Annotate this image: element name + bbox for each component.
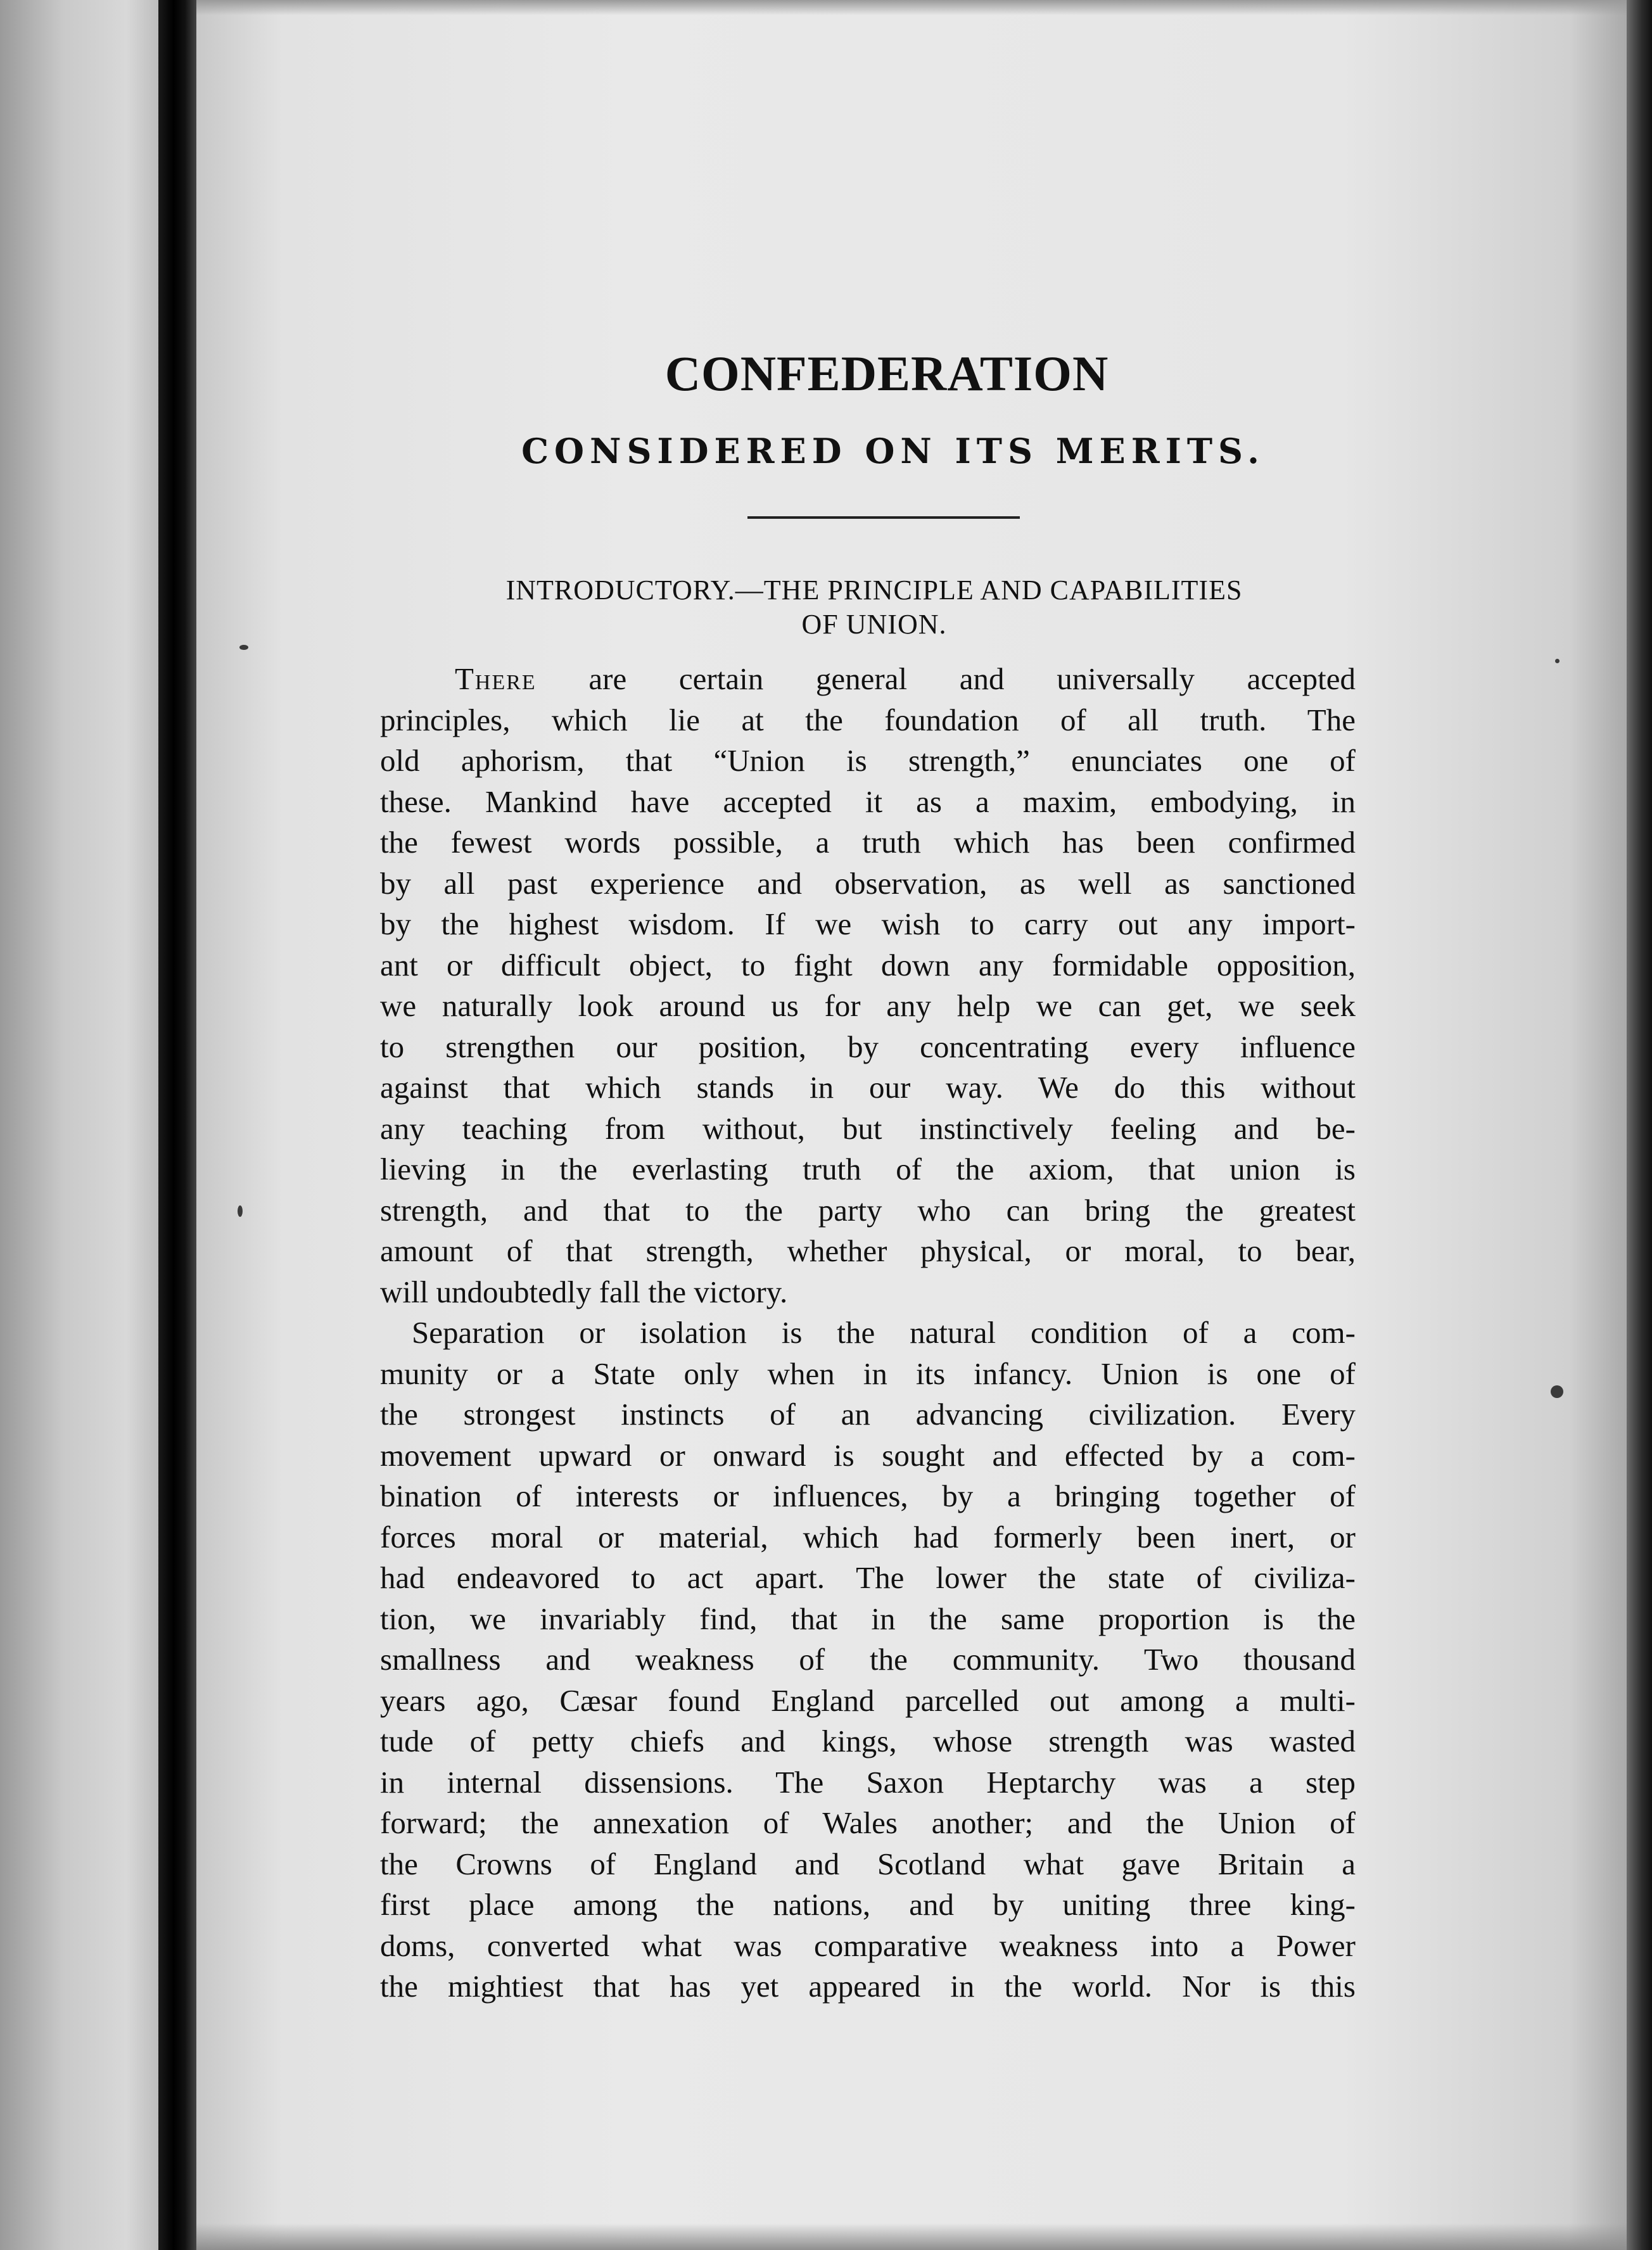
text-line: the strongest instincts of an advancing civilization. Every xyxy=(380,1397,1356,1432)
text-line: these. Mankind have accepted it as a maxim, embodying, in xyxy=(380,784,1356,819)
text-line: lieving in the everlasting truth of the axiom, that union is xyxy=(380,1152,1356,1186)
text-line: against that which stands in our way. We do this without xyxy=(380,1070,1356,1105)
text-line: amount of that strength, whether physical, or moral, to bear, xyxy=(380,1233,1356,1268)
lead-word: There xyxy=(455,661,537,696)
text-line: doms, converted what was comparative weakness into a Power xyxy=(380,1928,1356,1963)
text-line-content: are certain general and universally accepted xyxy=(536,661,1356,696)
scan-speck xyxy=(239,645,248,650)
title-divider xyxy=(747,516,1020,519)
text-line: bination of interests or influences, by a bringing together of xyxy=(380,1478,1356,1513)
text-line: Separation or isolation is the natural condition of a com- xyxy=(412,1315,1356,1350)
section-heading-line: INTRODUCTORY.—THE PRINCIPLE AND CAPABILITIES xyxy=(505,575,1243,606)
text-line: munity or a State only when in its infancy. Union is one of xyxy=(380,1356,1356,1391)
scan-speck xyxy=(1551,1385,1563,1398)
text-line: to strengthen our position, by concentrating every influence xyxy=(380,1029,1356,1064)
text-line: strength, and that to the party who can bring the greatest xyxy=(380,1192,1356,1228)
text-line: in internal dissensions. The Saxon Heptarchy was a step xyxy=(380,1764,1356,1800)
scan-speck xyxy=(238,1205,243,1217)
scan-speck xyxy=(1555,659,1560,663)
text-line: principles, which lie at the foundation of all truth. The xyxy=(380,702,1356,737)
text-line: forward; the annexation of Wales another; and the Union of xyxy=(380,1805,1356,1840)
top-shadow xyxy=(196,0,1627,15)
text-line: by the highest wisdom. If we wish to carry out any import- xyxy=(380,906,1356,941)
section-heading-line: OF UNION. xyxy=(801,609,947,640)
text-line: we naturally look around us for any help we can get, we seek xyxy=(380,988,1356,1023)
page-subtitle: CONSIDERED ON ITS MERITS. xyxy=(521,431,1265,471)
text-line: the Crowns of England and Scotland what gave Britain a xyxy=(380,1846,1356,1881)
text-line: any teaching from without, but instinctively feeling and be- xyxy=(380,1110,1356,1146)
text-line: tude of petty chiefs and kings, whose strength was wasted xyxy=(380,1724,1356,1758)
section-heading xyxy=(380,573,1368,642)
bottom-shadow xyxy=(196,2223,1627,2250)
text-line: years ago, Cæsar found England parcelled out among a multi- xyxy=(380,1682,1356,1718)
book-spine xyxy=(158,0,196,2250)
text-line: tion, we invariably find, that in the same proportion is the xyxy=(380,1601,1356,1636)
page-title: CONFEDERATION xyxy=(664,346,1109,401)
text-line: forces moral or material, which had formerly been inert, or xyxy=(380,1519,1356,1554)
text-line: first place among the nations, and by uniting three king- xyxy=(380,1887,1356,1922)
facing-page-edge xyxy=(0,0,158,2250)
text-line: ant or difficult object, to fight down any formidable opposition, xyxy=(380,947,1356,982)
text-line: movement upward or onward is sought and effected by a com- xyxy=(380,1437,1356,1473)
text-line: the mightiest that has yet appeared in the world. Nor is this xyxy=(380,1969,1356,2004)
page-edge-shadow xyxy=(1627,0,1652,2250)
text-line: had endeavored to act apart. The lower the state of civiliza- xyxy=(380,1560,1356,1595)
text-line: old aphorism, that “Union is strength,” enunciates one of xyxy=(380,743,1356,778)
text-line xyxy=(380,659,1356,700)
text-line: smallness and weakness of the community. Two thousand xyxy=(380,1642,1356,1677)
body-text xyxy=(380,659,1356,2007)
text-line: the fewest words possible, a truth which has been confirmed xyxy=(380,825,1356,860)
text-line: will undoubtedly fall the victory. xyxy=(380,1274,788,1309)
text-line: by all past experience and observation, as well as sanctioned xyxy=(380,865,1356,901)
